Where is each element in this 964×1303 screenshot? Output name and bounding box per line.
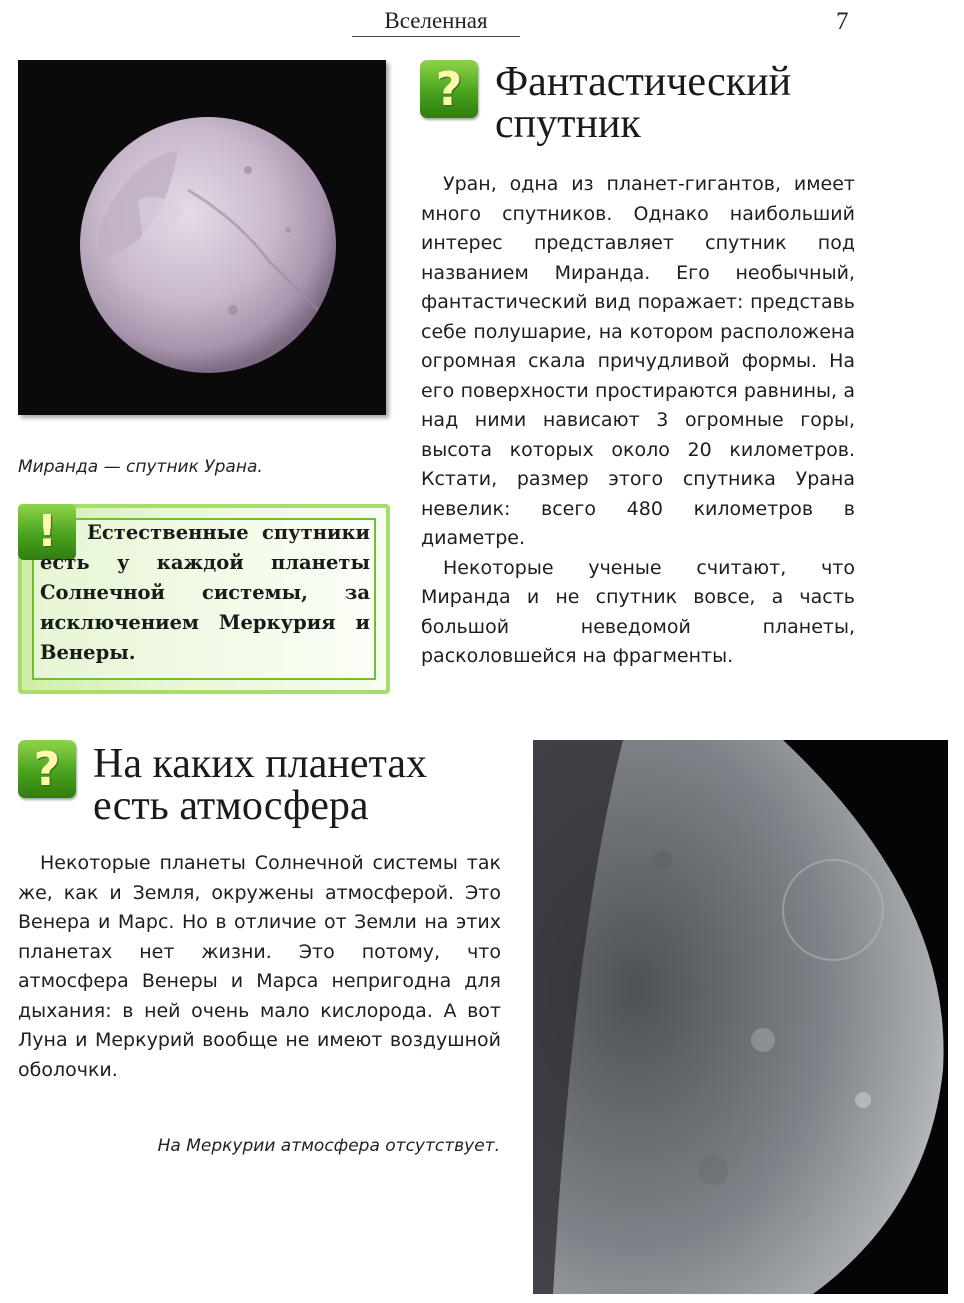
section2-title: [93, 743, 513, 827]
mercury-caption: На Меркурии атмосфера отсутствует.: [157, 1136, 500, 1156]
section1-title-line1: Фантастический: [495, 59, 792, 105]
page-number: 7: [836, 8, 849, 35]
section2-body: [18, 849, 501, 1085]
running-head: Вселенная: [352, 8, 520, 37]
section1-title-line2: спутник: [495, 101, 641, 147]
miranda-photo: [18, 60, 386, 415]
section2-paragraph: Некоторые планеты Солнечной системы так же, как и Земля, окружены атмосферой. Это Венера и Марс. Но в отличие от Земли на этих планетах нет жизни. Это потому, что атмосфера Венеры и Марса непригодна для дыхания: в ней очень мало кислорода. А вот Луна и Меркурий вообще не имеют воздушной оболочки.: [18, 852, 501, 1081]
question-mark-icon: ?: [420, 60, 478, 118]
section1-paragraph: Уран, одна из планет-гигантов, имеет много спутников. Однако наибольший интерес представляет спутник под названием Миранда. Его необычный, фантастический вид поражает: представь себе полушарие, на котором расположена огромная скала причудливой формы. На его поверхности простираются равнины, а над ними нависают 3 огромные горы, высота которых около 20 километров. Кстати, размер этого спутника Урана невелик: всего 480 километров в диаметре.: [421, 173, 855, 549]
mercury-illustration: [533, 740, 948, 1294]
section1-paragraph: Некоторые ученые считают, что Миранда и не спутник вовсе, а часть большой неведомой планеты, расколовшейся на фрагменты.: [421, 556, 855, 667]
fact-text: Естественные спутники есть у каждой планеты Солнечной системы, за исключением Меркурия и Венеры.: [40, 521, 370, 664]
section2-title-line2: есть атмосфера: [93, 783, 369, 829]
miranda-caption: Миранда — спутник Урана.: [18, 457, 263, 477]
question-mark-icon: ?: [18, 740, 76, 798]
mercury-photo: [533, 740, 948, 1294]
section1-body: [421, 170, 855, 672]
miranda-illustration: [18, 60, 386, 415]
exclamation-icon: !: [18, 504, 76, 560]
section1-title: [495, 61, 875, 145]
section2-title-line1: На каких планетах: [93, 741, 427, 787]
